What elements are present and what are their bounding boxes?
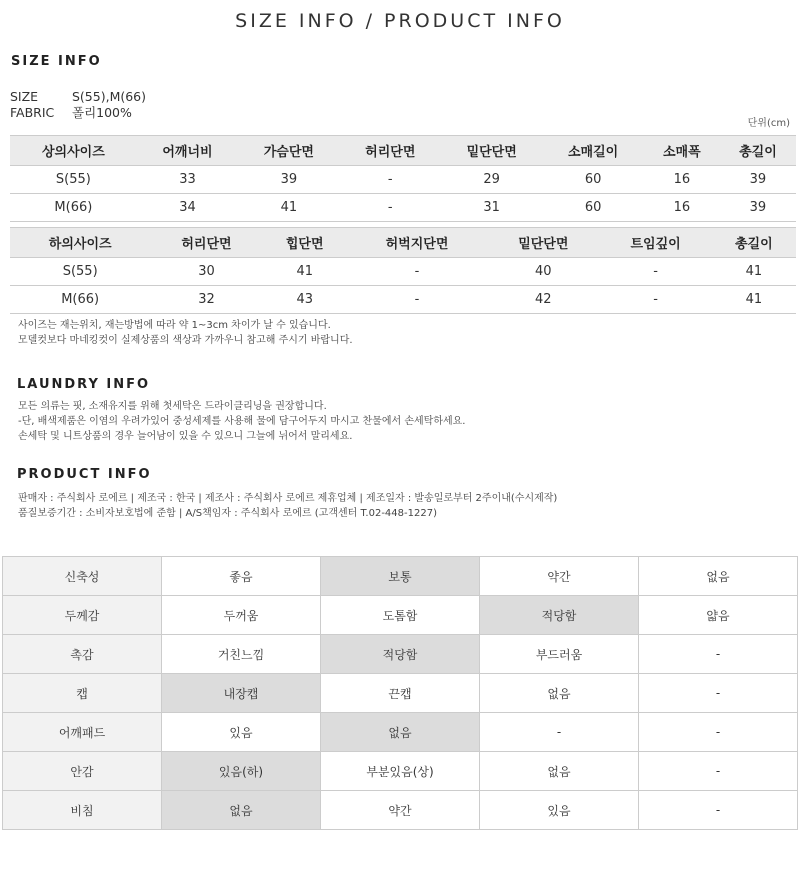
product-line: 판매자 : 주식회사 로에르 | 제조국 : 한국 | 제조사 : 주식회사 로에르 제휴업체 | 제조일자 : 발송일로부터 2주이내(수시제작) xyxy=(18,493,558,504)
attribute-option: 도톰함 xyxy=(321,596,480,635)
top-size-cell: 39 xyxy=(720,166,796,194)
fabric-label: FABRIC xyxy=(10,105,55,120)
attribute-option: 약간 xyxy=(321,791,480,830)
top-size-row xyxy=(10,194,796,222)
product-info-heading: PRODUCT INFO xyxy=(17,467,152,482)
bottom-size-header-row xyxy=(10,228,796,258)
attribute-option-selected: 없음 xyxy=(162,791,321,830)
attribute-row xyxy=(3,635,798,674)
attribute-row xyxy=(3,557,798,596)
size-value: S(55),M(66) xyxy=(72,89,147,104)
laundry-notes xyxy=(18,399,465,444)
attribute-option: 약간 xyxy=(480,557,639,596)
top-size-header-cell: 상의사이즈 xyxy=(10,136,137,166)
top-size-cell: S(55) xyxy=(10,166,137,194)
attribute-option: 얇음 xyxy=(639,596,798,635)
top-size-header-cell: 가슴단면 xyxy=(238,136,339,166)
bottom-size-cell: - xyxy=(599,258,711,286)
bottom-size-cell: 41 xyxy=(263,258,347,286)
attribute-option-selected: 보통 xyxy=(321,557,480,596)
bottom-size-cell: - xyxy=(347,258,487,286)
attribute-option: 거친느낌 xyxy=(162,635,321,674)
attribute-option: - xyxy=(639,752,798,791)
attribute-option: 부분있음(상) xyxy=(321,752,480,791)
attribute-option-selected: 적당함 xyxy=(321,635,480,674)
size-spec xyxy=(10,89,146,104)
product-notes xyxy=(18,491,557,521)
bottom-size-header-cell: 허벅지단면 xyxy=(347,228,487,258)
attribute-option: 있음 xyxy=(162,713,321,752)
attribute-option-selected: 없음 xyxy=(321,713,480,752)
attribute-option: 부드러움 xyxy=(480,635,639,674)
attribute-row xyxy=(3,752,798,791)
bottom-size-cell: 41 xyxy=(712,258,796,286)
top-size-row xyxy=(10,166,796,194)
bottom-size-header-cell: 하의사이즈 xyxy=(10,228,150,258)
laundry-line: 모든 의류는 핏, 소재유지를 위해 첫세탁은 드라이클리닝을 권장합니다. xyxy=(18,401,327,412)
bottom-size-cell: 32 xyxy=(150,286,262,314)
size-info-heading: SIZE INFO xyxy=(11,54,102,69)
attribute-option-selected: 있음(하) xyxy=(162,752,321,791)
attribute-label: 안감 xyxy=(3,752,162,791)
laundry-info-heading: LAUNDRY INFO xyxy=(17,377,151,392)
attribute-row xyxy=(3,674,798,713)
top-size-cell: 34 xyxy=(137,194,238,222)
unit-label: 단위(cm) xyxy=(747,118,790,129)
attribute-option: 없음 xyxy=(480,674,639,713)
top-size-cell: 33 xyxy=(137,166,238,194)
attribute-option: 있음 xyxy=(480,791,639,830)
attribute-option: 좋음 xyxy=(162,557,321,596)
bottom-size-cell: S(55) xyxy=(10,258,150,286)
attribute-label: 어깨패드 xyxy=(3,713,162,752)
attribute-option: 없음 xyxy=(480,752,639,791)
top-size-cell: 39 xyxy=(238,166,339,194)
bottom-size-header-cell: 밑단단면 xyxy=(487,228,599,258)
product-attributes-table xyxy=(2,556,798,830)
laundry-line: -단, 배색제품은 이염의 우려가있어 중성세제를 사용해 물에 담구어두지 마시고 찬물에서 손세탁하세요. xyxy=(18,416,466,427)
bottom-size-header-cell: 총길이 xyxy=(712,228,796,258)
top-size-cell: - xyxy=(340,194,441,222)
bottom-size-cell: 43 xyxy=(263,286,347,314)
top-size-header-cell: 총길이 xyxy=(720,136,796,166)
page-title: SIZE INFO / PRODUCT INFO xyxy=(235,10,565,32)
top-size-cell: 16 xyxy=(644,194,720,222)
top-size-header-cell: 어깨너비 xyxy=(137,136,238,166)
fabric-spec xyxy=(10,103,132,121)
top-size-cell: 31 xyxy=(441,194,542,222)
top-size-cell: 60 xyxy=(542,194,643,222)
top-size-cell: 41 xyxy=(238,194,339,222)
bottom-size-cell: M(66) xyxy=(10,286,150,314)
bottom-size-header-cell: 허리단면 xyxy=(150,228,262,258)
attribute-option: - xyxy=(639,674,798,713)
attribute-option: 두꺼움 xyxy=(162,596,321,635)
bottom-size-cell: 42 xyxy=(487,286,599,314)
top-size-cell: 60 xyxy=(542,166,643,194)
fabric-value: 폴리100% xyxy=(72,105,132,120)
size-label: SIZE xyxy=(10,89,39,104)
bottom-size-row xyxy=(10,258,796,286)
bottom-size-header-cell: 힙단면 xyxy=(263,228,347,258)
attribute-row xyxy=(3,791,798,830)
attribute-label: 비침 xyxy=(3,791,162,830)
attribute-row xyxy=(3,596,798,635)
size-note: 사이즈는 재는위치, 재는방법에 따라 약 1~3cm 차이가 날 수 있습니다. xyxy=(18,320,331,331)
top-size-cell: M(66) xyxy=(10,194,137,222)
attribute-option: - xyxy=(639,635,798,674)
size-note: 모델컷보다 마네킹컷이 실제상품의 색상과 가까우니 참고해 주시기 바랍니다. xyxy=(18,335,353,346)
attribute-row xyxy=(3,713,798,752)
top-size-header-cell: 소매폭 xyxy=(644,136,720,166)
attribute-label: 두께감 xyxy=(3,596,162,635)
top-size-header-row xyxy=(10,136,796,166)
attribute-option: 없음 xyxy=(639,557,798,596)
size-notes xyxy=(18,318,353,348)
bottom-size-cell: - xyxy=(347,286,487,314)
top-size-cell: 39 xyxy=(720,194,796,222)
top-size-table xyxy=(10,135,796,222)
laundry-line: 손세탁 및 니트상품의 경우 늘어남이 있을 수 있으니 그늘에 뉘어서 말리세요. xyxy=(18,431,353,442)
top-size-cell: - xyxy=(340,166,441,194)
attribute-label: 신축성 xyxy=(3,557,162,596)
attribute-option: - xyxy=(639,791,798,830)
attribute-label: 캡 xyxy=(3,674,162,713)
top-size-cell: 29 xyxy=(441,166,542,194)
attribute-option-selected: 내장캡 xyxy=(162,674,321,713)
bottom-size-header-cell: 트임깊이 xyxy=(599,228,711,258)
bottom-size-cell: 41 xyxy=(712,286,796,314)
attribute-option: 끈캡 xyxy=(321,674,480,713)
bottom-size-row xyxy=(10,286,796,314)
attribute-option-selected: 적당함 xyxy=(480,596,639,635)
product-line: 품질보증기간 : 소비자보호법에 준함 | A/S책임자 : 주식회사 로에르 (고객센터 T.02-448-1227) xyxy=(18,508,437,519)
attribute-label: 촉감 xyxy=(3,635,162,674)
top-size-header-cell: 허리단면 xyxy=(340,136,441,166)
top-size-cell: 16 xyxy=(644,166,720,194)
bottom-size-cell: - xyxy=(599,286,711,314)
attribute-option: - xyxy=(639,713,798,752)
bottom-size-cell: 40 xyxy=(487,258,599,286)
bottom-size-cell: 30 xyxy=(150,258,262,286)
top-size-header-cell: 소매길이 xyxy=(542,136,643,166)
top-size-header-cell: 밑단단면 xyxy=(441,136,542,166)
attribute-option: - xyxy=(480,713,639,752)
bottom-size-table xyxy=(10,227,796,314)
